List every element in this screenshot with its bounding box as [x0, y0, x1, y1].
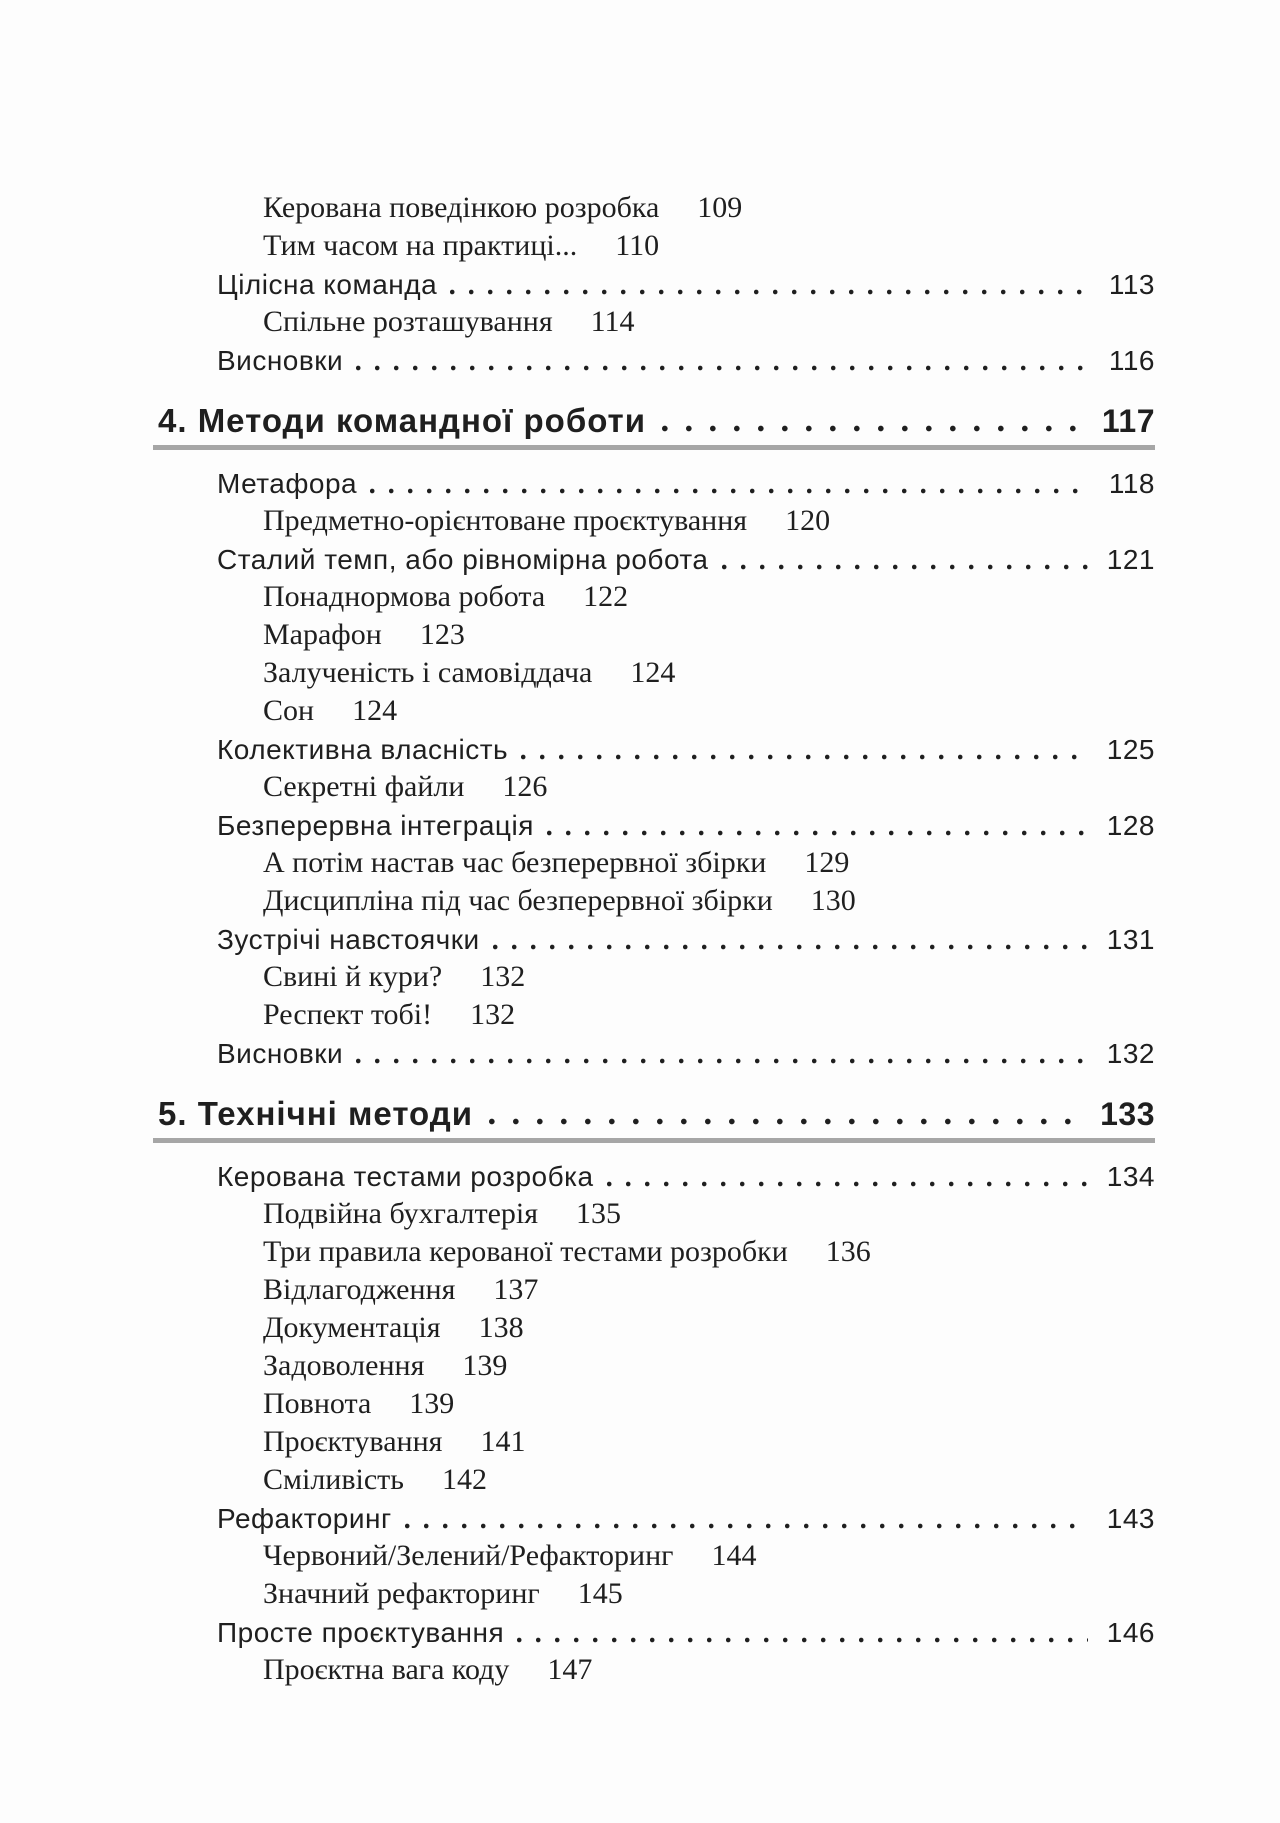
toc-section-row — [158, 460, 1155, 498]
toc-sub-row — [158, 1419, 1155, 1457]
toc-section-label: Метафора — [217, 468, 358, 499]
toc-sub-row — [158, 992, 1155, 1030]
toc-sub-label: Понаднормова робота — [263, 580, 546, 613]
toc-section-row — [158, 1030, 1155, 1068]
toc-sub-label: Респект тобі! — [263, 998, 433, 1031]
toc-sub-label: Проєктна вага коду — [263, 1653, 510, 1686]
toc-sub-row — [158, 1647, 1155, 1685]
toc-sub-label: Сон — [263, 694, 315, 727]
toc-sub-row — [158, 1267, 1155, 1305]
dot-leader — [493, 944, 1088, 950]
toc-sub-row — [158, 1229, 1155, 1267]
chapter-rule — [153, 445, 1155, 450]
toc-sub-row — [158, 1457, 1155, 1495]
toc-section-row — [158, 1153, 1155, 1191]
toc-sub-label: Дисципліна під час безперервної збірки — [263, 884, 773, 917]
toc-section-page-number: 125 — [1106, 734, 1155, 765]
toc-section-label: Безперервна інтеграція — [217, 810, 534, 841]
toc-section-row — [158, 916, 1155, 954]
toc-sub-label: Тим часом на практиці... — [263, 229, 578, 262]
toc-sub-label: Задоволення — [263, 1349, 425, 1382]
toc-sub-label: Значний рефакторинг — [263, 1577, 540, 1610]
toc-section-label: Висновки — [217, 1038, 344, 1069]
toc-section-row — [158, 802, 1155, 840]
toc-chapter-row — [158, 395, 1155, 437]
toc-sub-page-number: 124 — [630, 656, 676, 689]
toc-sub-row — [158, 1343, 1155, 1381]
chapter-rule — [153, 1138, 1155, 1143]
toc-sub-row — [158, 612, 1155, 650]
toc-sub-row — [158, 1191, 1155, 1229]
toc-sub-label: Предметно-орієнтоване проєктування — [263, 504, 748, 537]
toc-section-row — [158, 1609, 1155, 1647]
toc-sub-label: Червоний/Зелений/Рефакторинг — [263, 1539, 674, 1572]
toc-sub-page-number: 138 — [478, 1311, 524, 1344]
dot-leader — [370, 488, 1088, 494]
toc-sub-page-number: 135 — [576, 1197, 622, 1230]
toc-section-page-number: 134 — [1106, 1161, 1155, 1192]
toc-sub-row — [158, 223, 1155, 261]
toc-sub-page-number: 145 — [577, 1577, 623, 1610]
toc-sub-row — [158, 764, 1155, 802]
toc-sub-page-number: 114 — [590, 305, 635, 338]
toc-sub-page-number: 142 — [441, 1463, 487, 1496]
toc-sub-label: Марафон — [263, 618, 382, 651]
toc-sub-label: Залученість і самовіддача — [263, 656, 593, 689]
toc-sub-label: Керована поведінкою розробка — [263, 191, 660, 224]
toc-section-page-number: 132 — [1106, 1038, 1155, 1069]
toc-section-page-number: 128 — [1106, 810, 1155, 841]
toc-section-label: Просте проєктування — [217, 1617, 505, 1648]
toc-sub-page-number: 110 — [615, 229, 660, 262]
toc-section-label: Зустрічі навстоячки — [217, 924, 480, 955]
toc-sub-page-number: 120 — [785, 504, 831, 537]
toc-section-page-number: 146 — [1106, 1617, 1155, 1648]
toc-sub-row — [158, 1305, 1155, 1343]
toc-sub-label: Повнота — [263, 1387, 372, 1420]
toc-sub-row — [158, 954, 1155, 992]
toc-section-row — [158, 536, 1155, 574]
toc-sub-label: Проєктування — [263, 1425, 443, 1458]
toc-sub-label: Подвійна бухгалтерія — [263, 1197, 539, 1230]
toc-sub-label: Відлагодження — [263, 1273, 456, 1306]
toc-sub-page-number: 109 — [697, 191, 743, 224]
toc-section-page-number: 143 — [1106, 1503, 1155, 1534]
toc-section-page-number: 118 — [1108, 468, 1155, 499]
toc-section-row — [158, 337, 1155, 375]
toc-sub-row — [158, 878, 1155, 916]
toc-sub-label: Секретні файли — [263, 770, 465, 803]
toc-sub-row — [158, 688, 1155, 726]
toc-section-row — [158, 726, 1155, 764]
toc-chapter-label: 4. Методи командної роботи — [158, 402, 646, 439]
toc-sub-page-number: 132 — [480, 960, 526, 993]
toc-sub-label: Спільне розташування — [263, 305, 553, 338]
toc-section-page-number: 121 — [1106, 544, 1155, 575]
dot-leader — [405, 1523, 1088, 1529]
toc-sub-page-number: 136 — [825, 1235, 871, 1268]
toc-sub-row — [158, 299, 1155, 337]
toc-sub-page-number: 132 — [470, 998, 516, 1031]
toc-chapter-block — [158, 1088, 1155, 1143]
toc-sub-page-number: 123 — [419, 618, 465, 651]
dot-leader — [662, 425, 1087, 432]
toc-sub-row — [158, 840, 1155, 878]
toc-section-label: Висновки — [217, 345, 344, 376]
toc-section-row — [158, 261, 1155, 299]
toc-section-row — [158, 1495, 1155, 1533]
toc-sub-row — [158, 498, 1155, 536]
dot-leader — [607, 1181, 1088, 1187]
toc-sub-page-number: 141 — [480, 1425, 526, 1458]
dot-leader — [356, 365, 1088, 371]
toc-section-page-number: 116 — [1108, 345, 1155, 376]
toc-sub-page-number: 144 — [711, 1539, 757, 1572]
dot-leader — [489, 1118, 1087, 1125]
toc-chapter-page-number: 117 — [1101, 403, 1155, 439]
toc-chapter-row — [158, 1088, 1155, 1130]
dot-leader — [521, 754, 1088, 760]
toc-sub-row — [158, 1533, 1155, 1571]
toc-section-label: Сталий темп, або рівномірна робота — [217, 544, 709, 575]
toc-chapter-page-number: 133 — [1100, 1096, 1155, 1132]
toc-section-label: Колективна власність — [217, 734, 509, 765]
toc-sub-label: А потім настав час безперервної збірки — [263, 846, 767, 879]
toc-sub-page-number: 124 — [352, 694, 398, 727]
toc-chapter-block — [158, 395, 1155, 450]
dot-leader — [722, 564, 1089, 570]
toc-sub-label: Три правила керованої тестами розробки — [263, 1235, 788, 1268]
toc-sub-page-number: 137 — [493, 1273, 539, 1306]
toc-section-label: Цілісна команда — [217, 269, 438, 300]
toc-sub-label: Документація — [263, 1311, 441, 1344]
toc-sub-page-number: 147 — [547, 1653, 593, 1686]
toc-sub-page-number: 139 — [409, 1387, 455, 1420]
dot-leader — [356, 1058, 1088, 1064]
toc-sub-page-number: 122 — [583, 580, 629, 613]
toc-list — [158, 185, 1155, 1685]
toc-sub-page-number: 130 — [810, 884, 856, 917]
toc-sub-row — [158, 1571, 1155, 1609]
dot-leader — [517, 1637, 1088, 1643]
toc-section-page-number: 113 — [1108, 269, 1155, 300]
toc-section-page-number: 131 — [1106, 924, 1155, 955]
dot-leader — [547, 830, 1088, 836]
dot-leader — [450, 289, 1088, 295]
toc-sub-row — [158, 574, 1155, 612]
toc-sub-label: Свині й кури? — [263, 960, 443, 993]
toc-section-label: Рефакторинг — [217, 1503, 392, 1534]
toc-sub-row — [158, 1381, 1155, 1419]
toc-sub-row — [158, 650, 1155, 688]
toc-chapter-label: 5. Технічні методи — [158, 1095, 474, 1132]
toc-sub-page-number: 126 — [502, 770, 548, 803]
toc-sub-page-number: 129 — [804, 846, 850, 879]
toc-sub-row — [158, 185, 1155, 223]
toc-sub-page-number: 139 — [462, 1349, 508, 1382]
toc-sub-label: Сміливість — [263, 1463, 404, 1496]
toc-section-label: Керована тестами розробка — [217, 1161, 594, 1192]
